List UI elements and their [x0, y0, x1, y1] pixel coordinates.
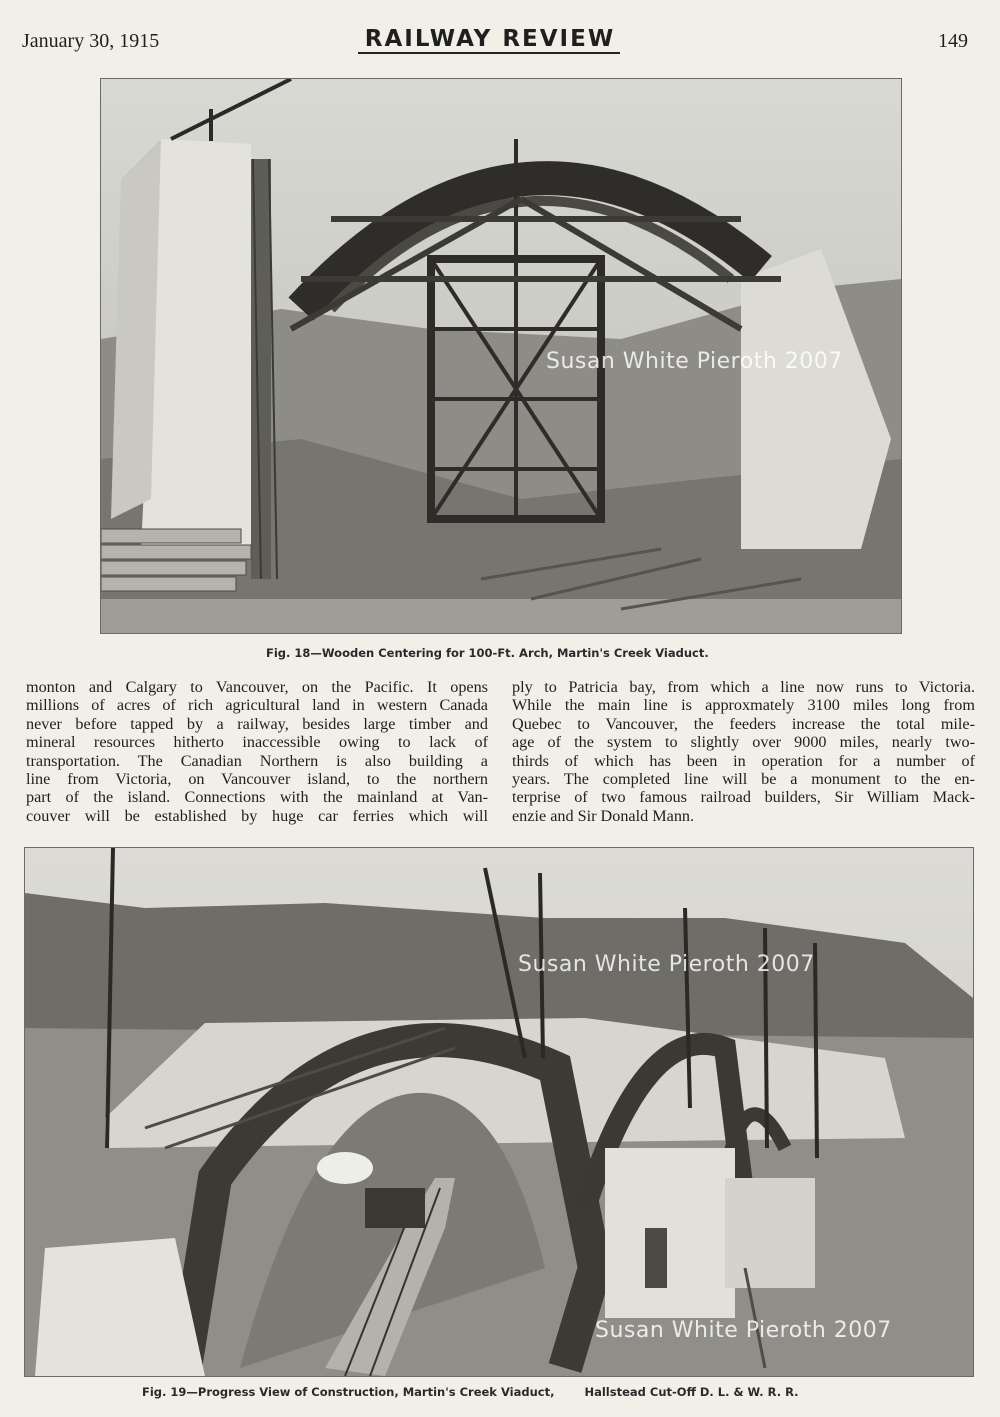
text-line: mineral resources hitherto inaccessible owing to lack of	[26, 733, 488, 752]
figure-19-caption	[142, 1385, 799, 1399]
figure-19-watermark-top: Susan White Pieroth 2007	[518, 952, 815, 977]
text-line: millions of acres of rich agricultural land in western Canada	[26, 696, 488, 715]
text-line: never before tapped by a railway, besides large timber and	[26, 714, 488, 733]
figure-19-caption-main: Fig. 19—Progress View of Construction, Martin's Creek Viaduct,	[142, 1385, 555, 1399]
text-line: line from Victoria, on Vancouver island, to the northern	[26, 770, 488, 789]
figure-18-photo	[100, 78, 902, 634]
text-line: years. The completed line will be a monument to the en-	[512, 770, 975, 789]
figure-18-watermark: Susan White Pieroth 2007	[546, 349, 843, 374]
body-column-right	[512, 678, 975, 825]
text-line: ply to Patricia bay, from which a line now runs to Victoria.	[512, 678, 975, 696]
text-line: Quebec to Vancouver, the feeders increase the total mile-	[512, 714, 975, 733]
figure-19-photo	[24, 847, 974, 1377]
text-line: enzie and Sir Donald Mann.	[512, 806, 695, 825]
text-line: age of the system to slightly over 9000 miles, nearly two-	[512, 733, 975, 752]
issue-date: January 30, 1915	[22, 30, 160, 52]
title-underline	[358, 52, 620, 54]
text-line: terprise of two famous railroad builders, Sir William Mack-	[512, 788, 975, 807]
text-line: couver will be established by huge car ferries which will	[26, 806, 488, 825]
text-line: monton and Calgary to Vancouver, on the Pacific. It opens	[26, 678, 488, 696]
body-column-left	[26, 678, 488, 825]
text-line: part of the island. Connections with the mainland at Van-	[26, 788, 488, 807]
figure-19-illustration	[25, 848, 973, 1376]
journal-title: RAILWAY REVIEW	[364, 26, 616, 52]
figure-19-caption-suffix: Hallstead Cut-Off D. L. & W. R. R.	[584, 1385, 799, 1399]
figure-19-watermark-bottom: Susan White Pieroth 2007	[595, 1318, 892, 1343]
text-line: While the main line is approxmately 3100 miles long from	[512, 696, 975, 715]
page-number: 149	[938, 30, 968, 52]
figure-18-caption: Fig. 18—Wooden Centering for 100-Ft. Arch, Martin's Creek Viaduct.	[266, 646, 709, 660]
text-line: transportation. The Canadian Northern is also building a	[26, 751, 488, 770]
text-line: thirds of which has been in operation for a number of	[512, 751, 975, 770]
